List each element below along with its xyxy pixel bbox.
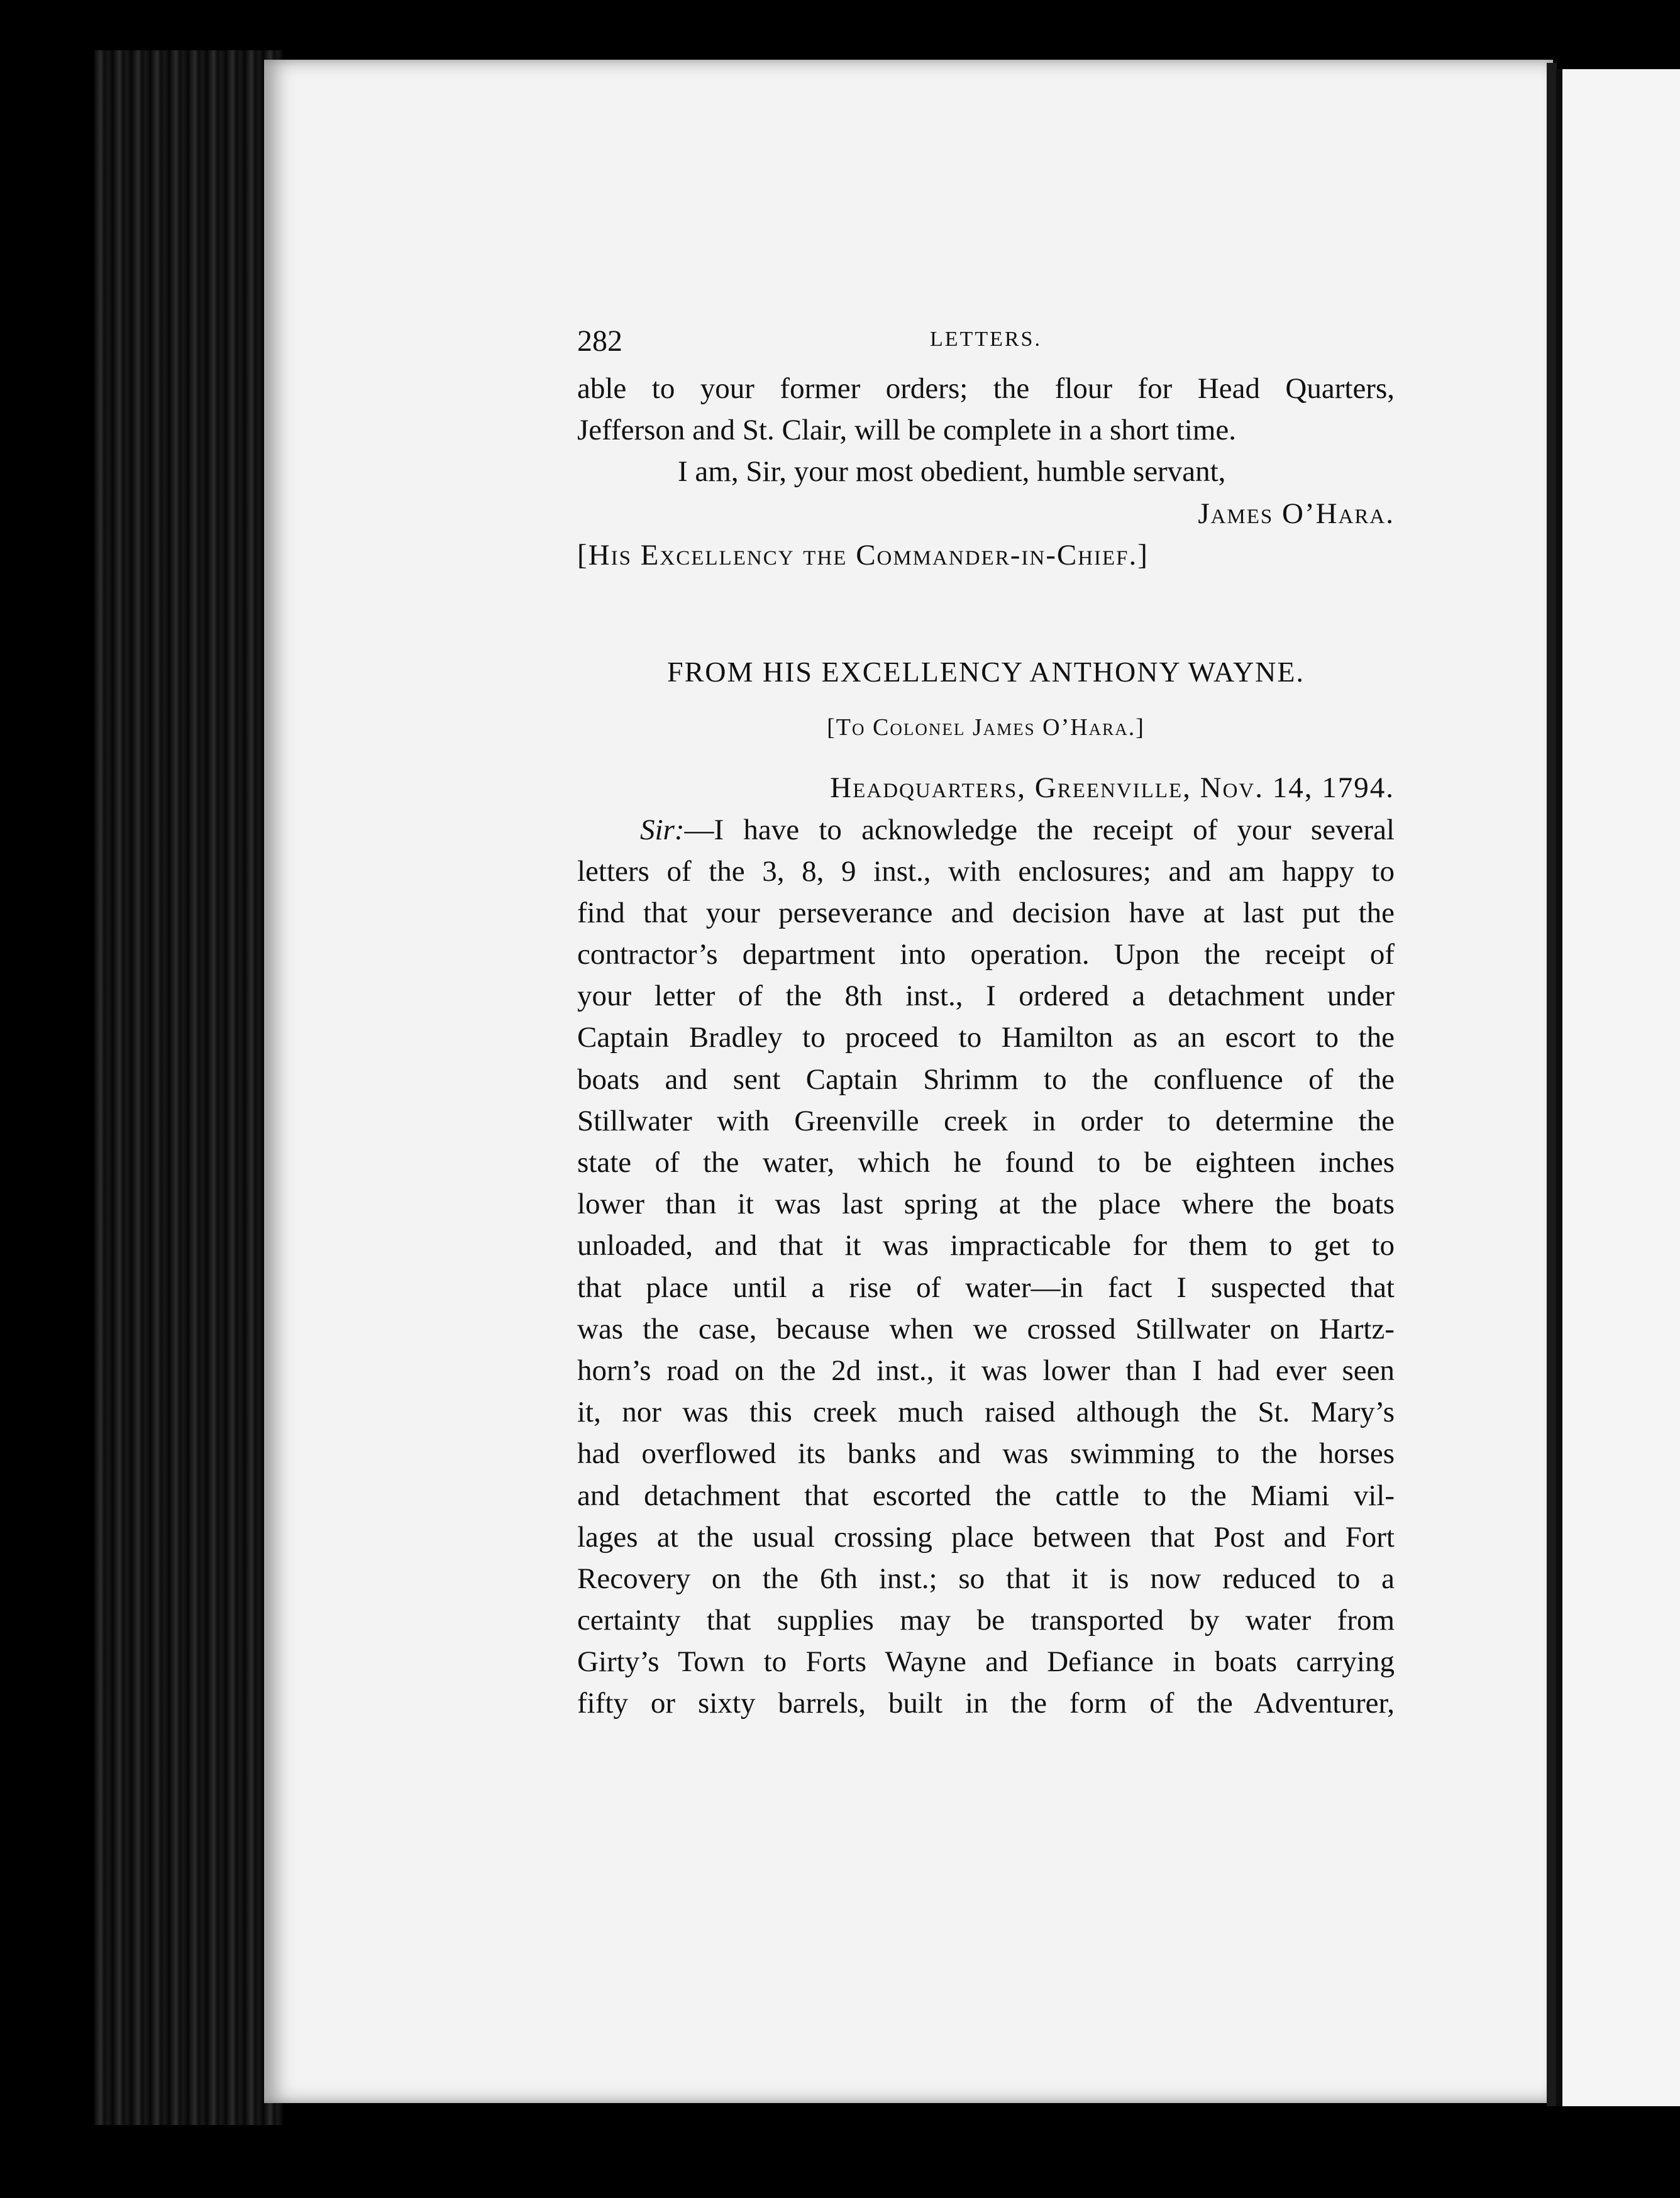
closing-line: I am, Sir, your most obedient, humble servant, [678, 455, 1226, 489]
body-line: certainty that supplies may be transported by water from [577, 1604, 1395, 1637]
body-line: Recovery on the 6th inst.; so that it is now reduced to a [577, 1562, 1395, 1595]
body-line: Girty’s Town to Forts Wayne and Defiance in boats carrying [577, 1645, 1395, 1679]
body-line: horn’s road on the 2d inst., it was lower than I had ever seen [577, 1354, 1395, 1387]
recipient-note: [His Excellency the Commander-in-Chief.] [577, 538, 1149, 572]
salutation: Sir: [640, 813, 685, 846]
letter-heading: FROM HIS EXCELLENCY ANTHONY WAYNE. [666, 655, 1305, 688]
body-line: was the case, because when we crossed Stillwater on Hartz- [577, 1312, 1395, 1345]
page-header [577, 324, 1395, 368]
body-line: it, nor was this creek much raised although the St. Mary’s [577, 1396, 1395, 1429]
page-text [577, 324, 1395, 1725]
body-line: your letter of the 8th inst., I ordered a detachment under [577, 980, 1395, 1013]
addressee: [To Colonel James O’Hara.] [827, 714, 1145, 741]
body-line: unloaded, and that it was impracticable for them to get to [577, 1229, 1395, 1262]
body-line: Stillwater with Greenville creek in order to determine the [577, 1104, 1395, 1137]
body-line: contractor’s department into operation. Upon the receipt of [577, 938, 1395, 971]
body-first-line: —I have to acknowledge the receipt of your several [684, 813, 1395, 846]
page-number: 282 [577, 324, 622, 358]
facing-page-edge [1556, 69, 1680, 2106]
body-line: state of the water, which he found to be eighteen inches [577, 1146, 1395, 1179]
body-line: and detachment that escorted the cattle to the Miami vil- [577, 1479, 1395, 1512]
body-line: lower than it was last spring at the place where the boats [577, 1188, 1395, 1221]
signature: James O’Hara. [1198, 497, 1395, 530]
body-line: had overflowed its banks and was swimming to the horses [577, 1437, 1395, 1471]
letter-body [577, 851, 1395, 1725]
book-spine-edge [94, 50, 283, 2125]
body-line: lages at the usual crossing place between that Post and Fort [577, 1520, 1395, 1554]
text-line: able to your former orders; the flour for Head Quarters, [577, 372, 1395, 405]
dateline: Headquarters, Greenville, Nov. 14, 1794. [830, 771, 1395, 805]
body-line: find that your perseverance and decision have at last put the [577, 896, 1395, 929]
text-line: Jefferson and St. Clair, will be complete in a short time. [577, 414, 1236, 447]
body-line: Captain Bradley to proceed to Hamilton as an escort to the [577, 1021, 1395, 1054]
body-line: fifty or sixty barrels, built in the form of the Adventurer, [577, 1687, 1395, 1720]
body-line: letters of the 3, 8, 9 inst., with enclosures; and am happy to [577, 854, 1395, 888]
page-gutter [1547, 63, 1557, 2106]
body-line [577, 809, 1395, 851]
running-head: LETTERS. [930, 328, 1042, 351]
body-line: boats and sent Captain Shrimm to the confluence of the [577, 1063, 1395, 1096]
body-line: that place until a rise of water—in fact I suspected that [577, 1271, 1395, 1304]
